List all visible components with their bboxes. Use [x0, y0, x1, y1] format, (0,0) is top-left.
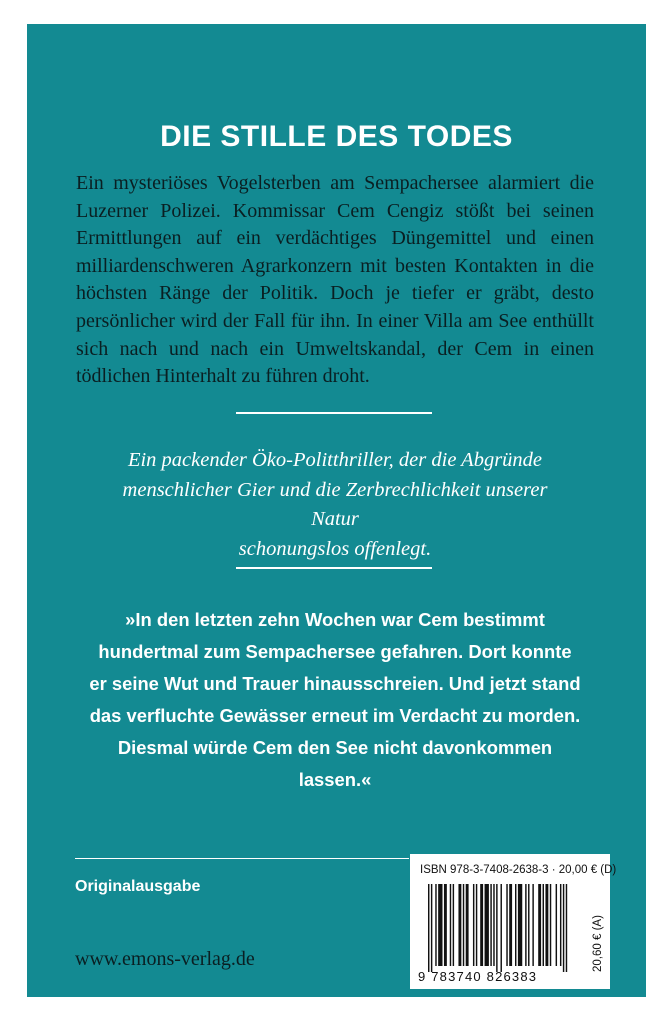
barcode-bar — [509, 884, 512, 966]
barcode-bar — [525, 884, 526, 966]
barcode-bar — [435, 884, 436, 966]
tagline-line: menschlicher Gier und die Zerbrechlichkeit unserer Natur — [122, 478, 548, 530]
barcode-box — [410, 854, 617, 989]
back-cover — [27, 24, 646, 997]
barcode-bar — [431, 884, 432, 972]
quote-line: er seine Wut und Trauer hinausschreien. Und jetzt stand — [89, 673, 581, 694]
book-title: DIE STILLE DES TODES — [160, 120, 513, 153]
barcode-bar — [493, 884, 494, 966]
synopsis-text: Ein mysteriöses Vogelsterben am Sempachersee alarmiert die Luzerner Polizei. Kommissar Cem Cengiz stößt bei seinen Ermittlungen auf ein verdächtiges Düngemittel und einen milliardenschweren Agrarkonzern mit besten Kontakten in die höchsten Ränge der Politik. Doch je tiefer er gräbt, desto persönlicher wird der Fall für ihn. In einer Villa am See enthüllt sich nach und nach ein Umweltskandal, der Cem in einen tödlichen Hinterhalt zu führen droht. — [76, 172, 594, 388]
tagline-line: Ein packender Öko-Politthriller, der die Abgründe — [127, 449, 543, 471]
barcode-bar — [444, 884, 447, 966]
barcode-bar — [466, 884, 469, 966]
barcode-bar — [453, 884, 454, 966]
barcode-bar — [496, 884, 497, 972]
barcode-bar — [563, 884, 564, 972]
excerpt-quote — [83, 604, 587, 796]
top-rule — [236, 412, 432, 414]
quote-line: »In den letzten zehn Wochen war Cem bestimmt — [125, 609, 545, 630]
barcode-bar — [485, 884, 489, 966]
quote-line: Diesmal würde Cem den See nicht davonkommen lassen.« — [117, 737, 553, 790]
barcode-bar — [545, 884, 548, 966]
barcode-bar — [560, 884, 561, 966]
price-austria: 20,60 € (A) — [592, 915, 604, 972]
tagline — [97, 446, 573, 564]
barcode-bar — [515, 884, 516, 966]
barcode-bar — [550, 884, 551, 966]
quote-line: das verfluchte Gewässer erneut im Verdacht zu morden. — [89, 705, 581, 726]
barcode-icon — [428, 884, 578, 972]
barcode-bar — [566, 884, 567, 972]
barcode-bar — [538, 884, 541, 966]
publisher-website: www.emons-verlag.de — [75, 948, 255, 970]
barcode-bar — [463, 884, 464, 966]
edition-label: Originalausgabe — [75, 878, 201, 895]
footer-divider — [75, 858, 409, 859]
barcode-bar — [490, 884, 491, 966]
barcode-bar — [518, 884, 522, 966]
bottom-rule — [236, 567, 432, 569]
barcode-bar — [476, 884, 477, 966]
barcode-bar — [428, 884, 429, 972]
barcode-bar — [480, 884, 483, 966]
barcode-bar — [528, 884, 529, 966]
barcode-bar — [473, 884, 474, 966]
barcode-bar — [543, 884, 544, 966]
barcode-bar — [458, 884, 461, 966]
barcode-bar — [450, 884, 451, 966]
barcode-bar — [556, 884, 557, 966]
barcode-bar — [532, 884, 533, 966]
barcode-bar — [438, 884, 442, 966]
barcode-number: 9 783740 826383 — [418, 969, 538, 984]
barcode-bar — [506, 884, 507, 966]
barcode-bar — [501, 884, 502, 972]
isbn-price-line: ISBN 978-3-7408-2638-3 · 20,00 € (D) — [420, 864, 617, 876]
quote-line: hundertmal zum Sempachersee gefahren. Dort konnte — [98, 641, 572, 662]
tagline-line: schonungslos offenlegt. — [238, 537, 432, 560]
